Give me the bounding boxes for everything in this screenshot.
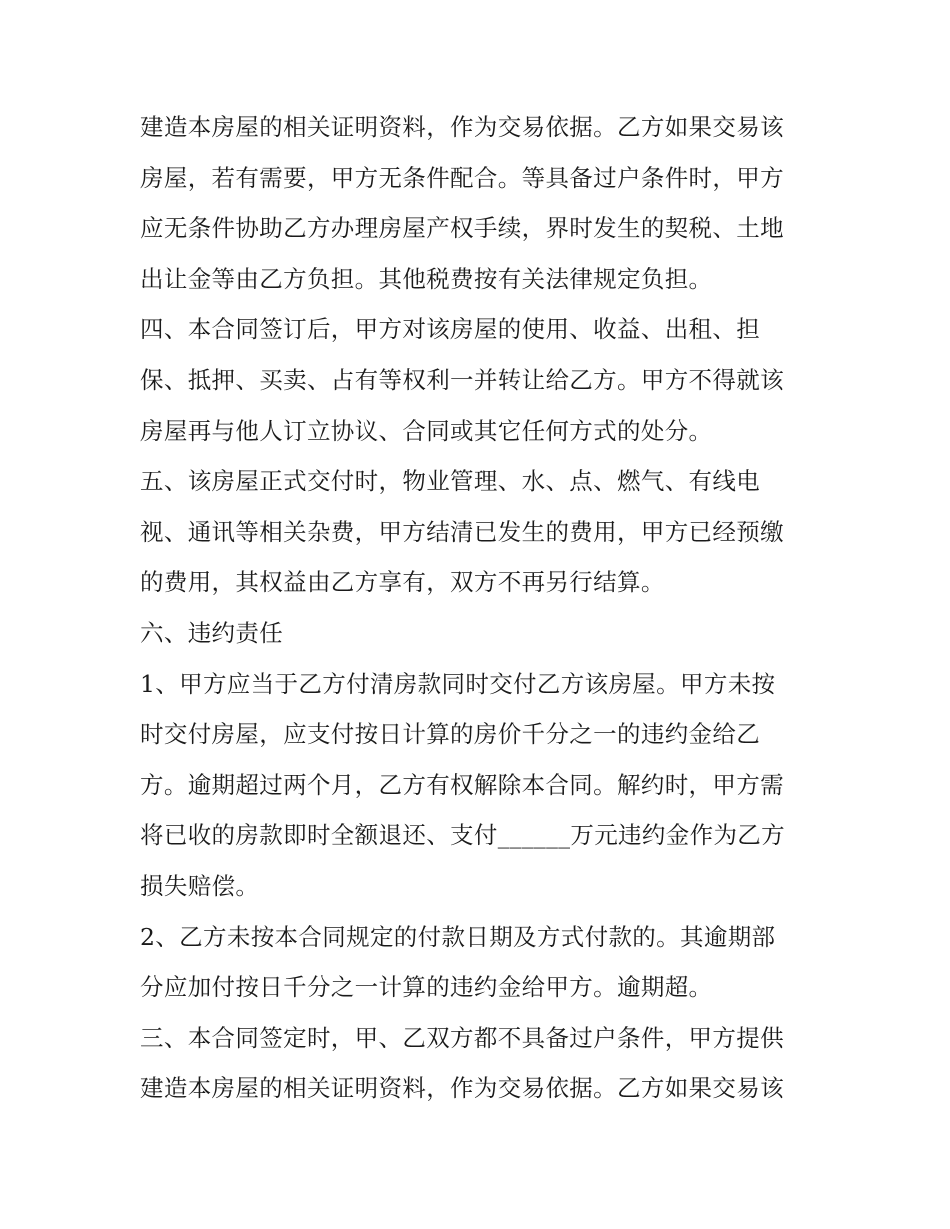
text-line: 五、该房屋正式交付时，物业管理、水、点、燃气、有线电 (140, 467, 761, 496)
text-line: 建造本房屋的相关证明资料，作为交易依据。乙方如果交易该 (140, 1074, 784, 1103)
text-line: 分应加付按日千分之一计算的违约金给甲方。逾期超。 (140, 973, 713, 1002)
text-line: 方。逾期超过两个月，乙方有权解除本合同。解约时，甲方需 (140, 770, 784, 799)
text-line: 视、通讯等相关杂费，甲方结清已发生的费用，甲方已经预缴 (140, 517, 784, 546)
document-body (140, 102, 820, 1114)
text-line: 时交付房屋，应支付按日计算的房价千分之一的违约金给乙 (140, 720, 761, 749)
text-line: 四、本合同签订后，甲方对该房屋的使用、收益、出租、担 (140, 315, 761, 344)
text-line: 将已收的房款即时全额退还、支付______万元违约金作为乙方 (140, 821, 785, 850)
text-line: 保、抵押、买卖、占有等权利一并转让给乙方。甲方不得就该 (140, 365, 784, 394)
text-line: 1、甲方应当于乙方付清房款同时交付乙方该房屋。甲方未按 (140, 669, 776, 698)
text-line: 三、本合同签定时，甲、乙双方都不具备过户条件，甲方提供 (140, 1023, 784, 1052)
text-line: 出让金等由乙方负担。其他税费按有关法律规定负担。 (140, 264, 713, 293)
text-line: 应无条件协助乙方办理房屋产权手续，界时发生的契税、土地 (140, 214, 784, 243)
text-line: 的费用，其权益由乙方享有，双方不再另行结算。 (140, 568, 665, 597)
text-line: 建造本房屋的相关证明资料，作为交易依据。乙方如果交易该 (140, 113, 784, 141)
text-line: 损失赔偿。 (140, 871, 260, 900)
text-line: 2、乙方未按本合同规定的付款日期及方式付款的。其逾期部 (140, 922, 776, 951)
text-line: 房屋再与他人订立协议、合同或其它任何方式的处分。 (140, 416, 713, 445)
text-line: 房屋，若有需要，甲方无条件配合。等具备过户条件时，甲方 (140, 163, 784, 192)
section-heading: 六、违约责任 (140, 618, 284, 647)
